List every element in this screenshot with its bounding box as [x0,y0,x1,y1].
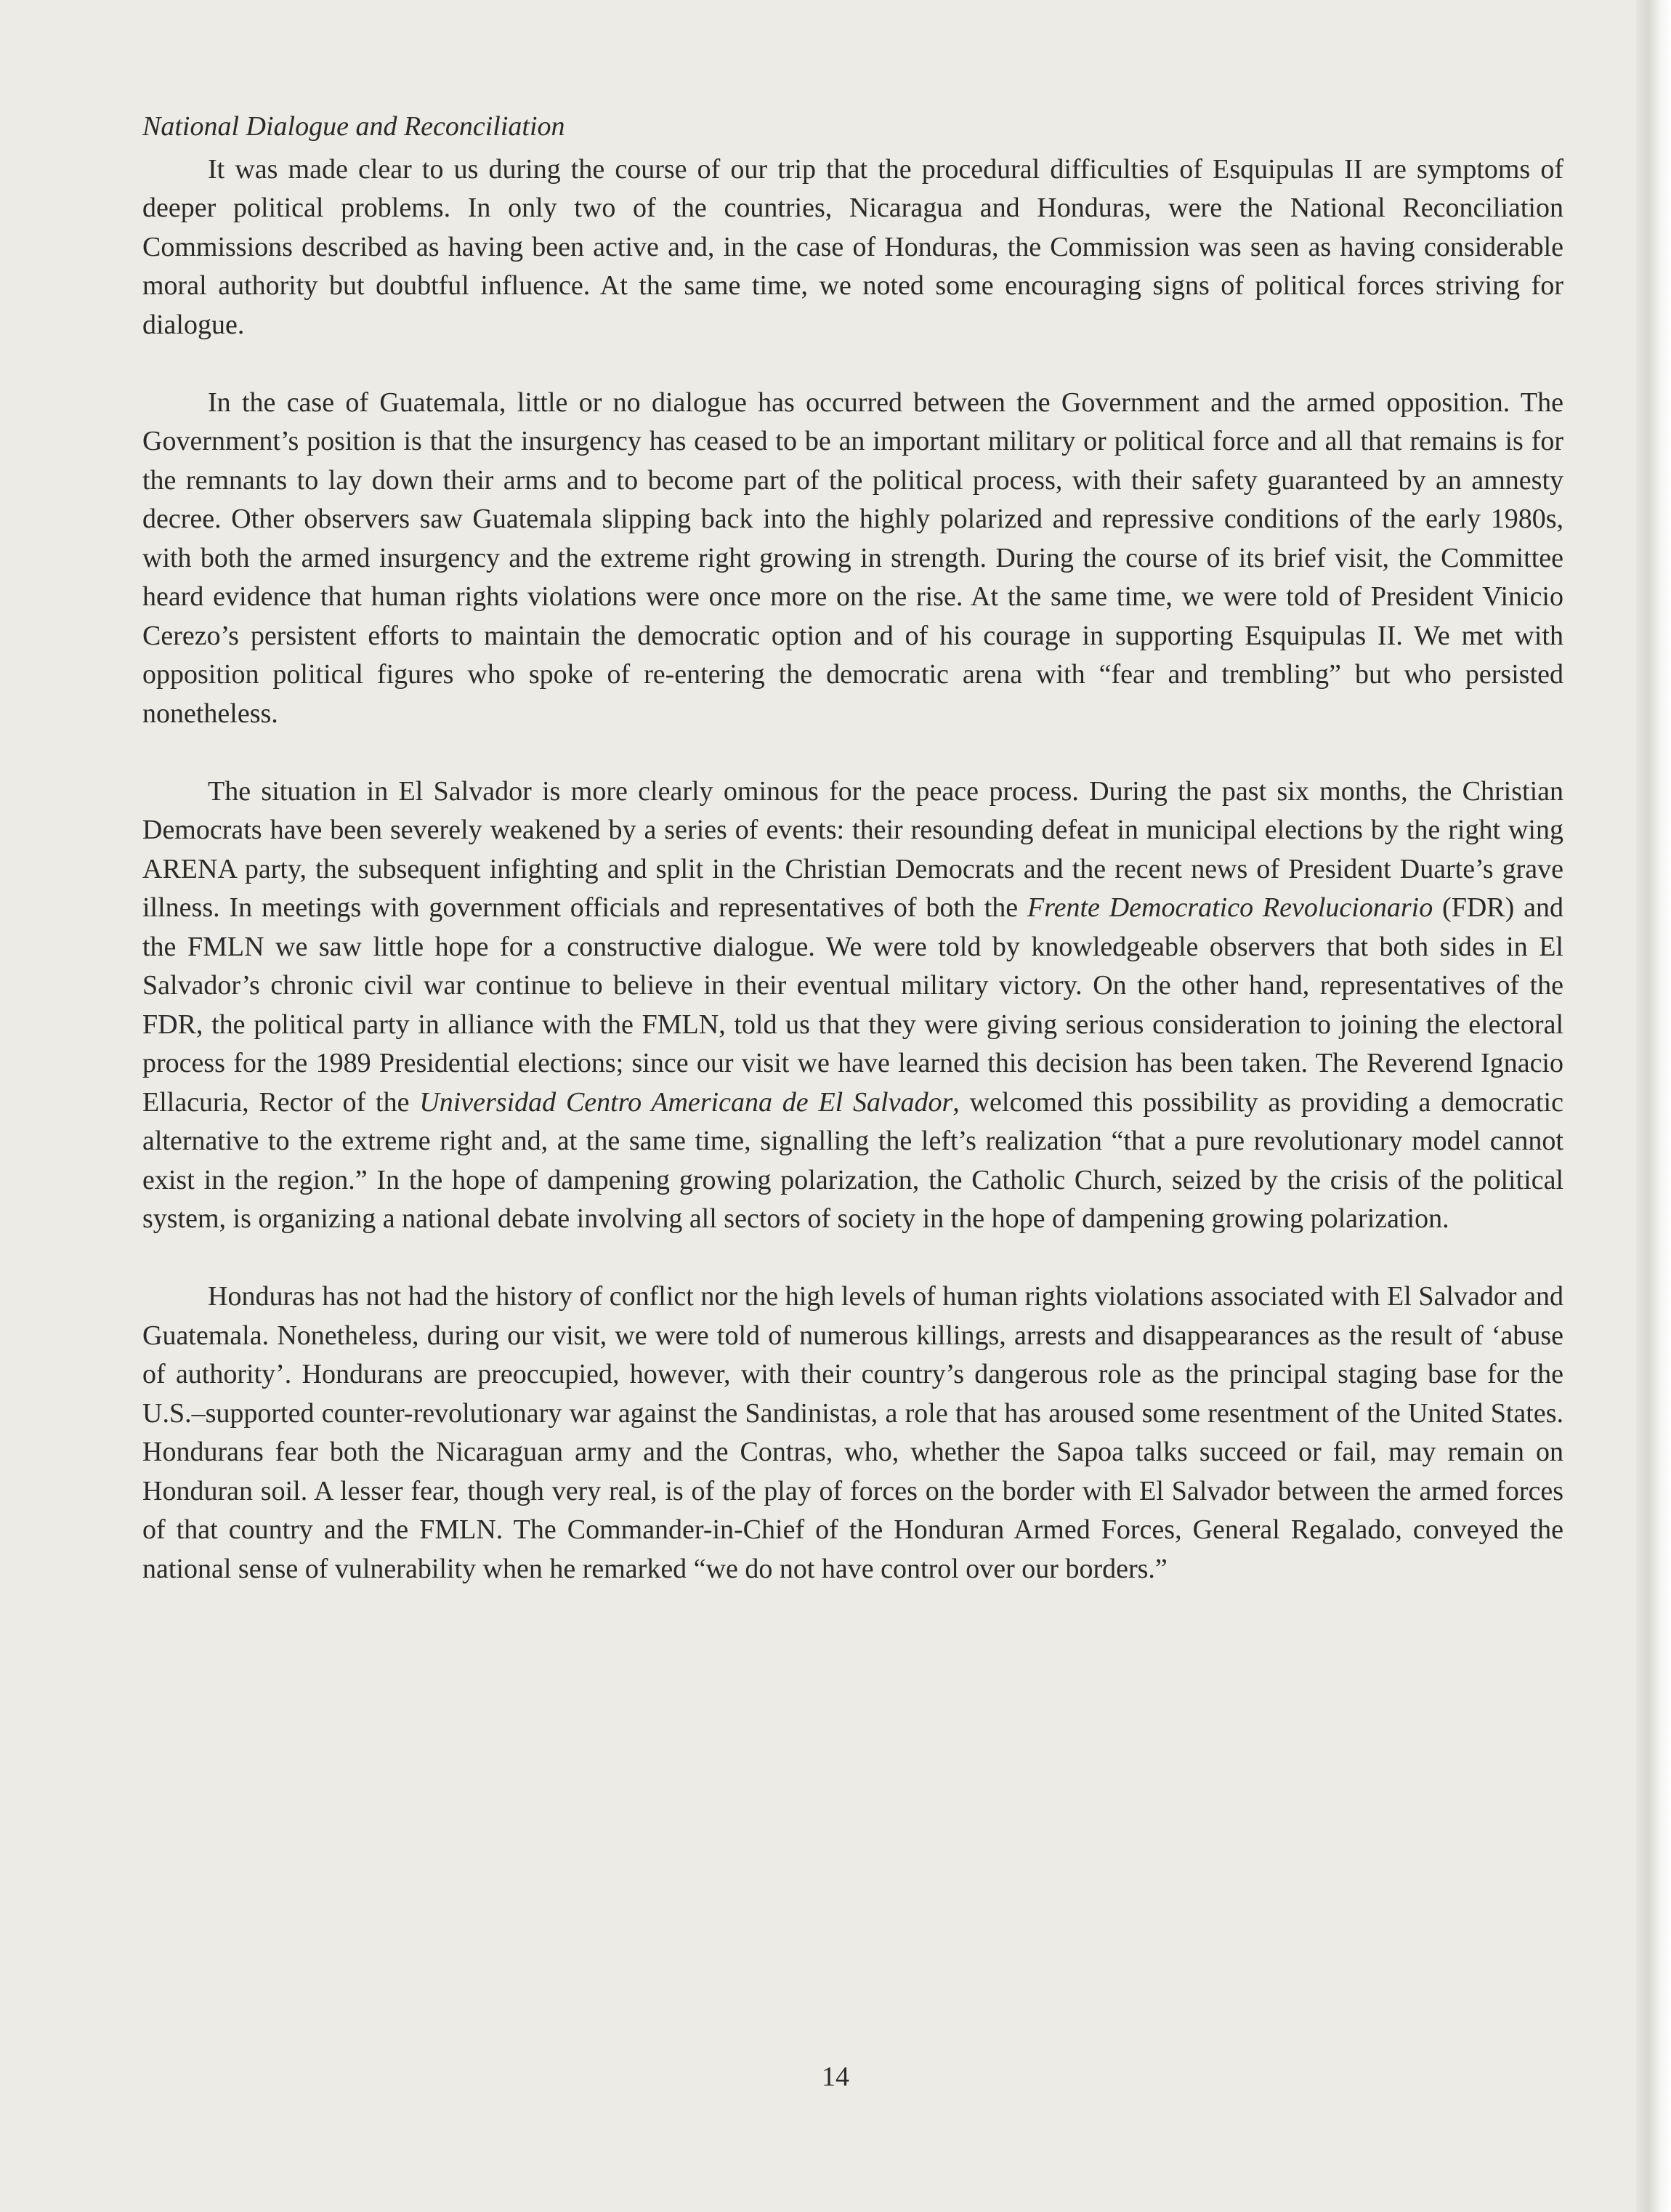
page-number: 14 [822,2062,849,2092]
paragraph-el-salvador-part-3: , welcomed this possibility as providing a democratic alternative to the extreme right and, at the same time, signalling the left’s realization “that a pure revolutionary model cannot exist in the region.” In the hope of dampening growing polarization, the Catholic Church, seized by the crisis of the political system, is organizing a national debate involving all sectors of society in the hope of dampening growing polarization. [142,1086,1563,1234]
text-column [142,108,1563,1628]
frente-democratico-title: Frente Democratico Revolucionario [1027,892,1433,923]
paragraph-dialogue-intro: It was made clear to us during the course of our trip that the procedural difficulties of Esquipulas II are symptoms of deeper political problems. In only two of the countries, Nicaragua and Honduras, were the National Reconciliation Commissions described as having been active and, in the case of Honduras, the Commission was seen as having considerable moral authority but doubtful influence. At the same time, we noted some encouraging signs of political forces striving for dialogue. [142,153,1563,340]
paragraph-el-salvador-part-2: (FDR) and the FMLN we saw little hope for a constructive dialogue. We were told by knowledgeable observers that both sides in El Salvador’s chronic civil war continue to believe in their eventual military victory. On the other hand, representatives of the FDR, the political party in alliance with the FMLN, told us that they were giving serious consideration to joining the electoral process for the 1989 Presidential elections; since our visit we have learned this decision has been taken. The Reverend Ignacio Ellacuria, Rector of the [142,892,1563,1118]
paragraph-honduras: Honduras has not had the history of conflict nor the high levels of human rights violations associated with El Salvador and Guatemala. Nonetheless, during our visit, we were told of numerous killings, arrests and disappearances as the result of ‘abuse of authority’. Hondurans are preoccupied, however, with their country’s dangerous role as the principal staging base for the U.S.–supported counter-revolutionary war against the Sandinistas, a role that has aroused some resentment of the United States. Hondurans fear both the Nicaraguan army and the Contras, who, whether the Sapoa talks succeed or fail, may remain on Honduran soil. A lesser fear, though very real, is of the play of forces on the border with El Salvador between the armed forces of that country and the FMLN. The Commander-in-Chief of the Honduran Armed Forces, General Regalado, conveyed the national sense of vulnerability when he remarked “we do not have control over our borders.” [142,1281,1563,1584]
page-edge-shadow [1636,0,1671,2212]
section-heading: National Dialogue and Reconciliation [142,111,565,142]
paragraph-el-salvador-part-1: The situation in El Salvador is more clearly ominous for the peace process. During the past six months, the Christian Democrats have been severely weakened by a series of events: their resounding defeat in municipal elections by the right wing ARENA party, the subsequent infighting and split in the Christian Democrats and the recent news of President Duarte’s grave illness. In meetings with government officials and representatives of both the [142,775,1563,923]
paragraph-guatemala: In the case of Guatemala, little or no dialogue has occurred between the Government and the armed opposition. The Government’s position is that the insurgency has ceased to be an important military or political force and all that remains is for the remnants to lay down their arms and to become part of the political process, with their safety guaranteed by an amnesty decree. Other observers saw Guatemala slipping back into the highly polarized and repressive conditions of the early 1980s, with both the armed insurgency and the extreme right growing in strength. During the course of its brief visit, the Committee heard evidence that human rights violations were once more on the rise. At the same time, we were told of President Vinicio Cerezo’s persistent efforts to maintain the democratic option and of his courage in supporting Esquipulas II. We met with opposition political figures who spoke of re-entering the democratic arena with “fear and trembling” but who persisted nonetheless. [142,387,1563,729]
paragraph-el-salvador [142,772,1563,1239]
universidad-title: Universidad Centro Americana de El Salvador [419,1086,953,1118]
